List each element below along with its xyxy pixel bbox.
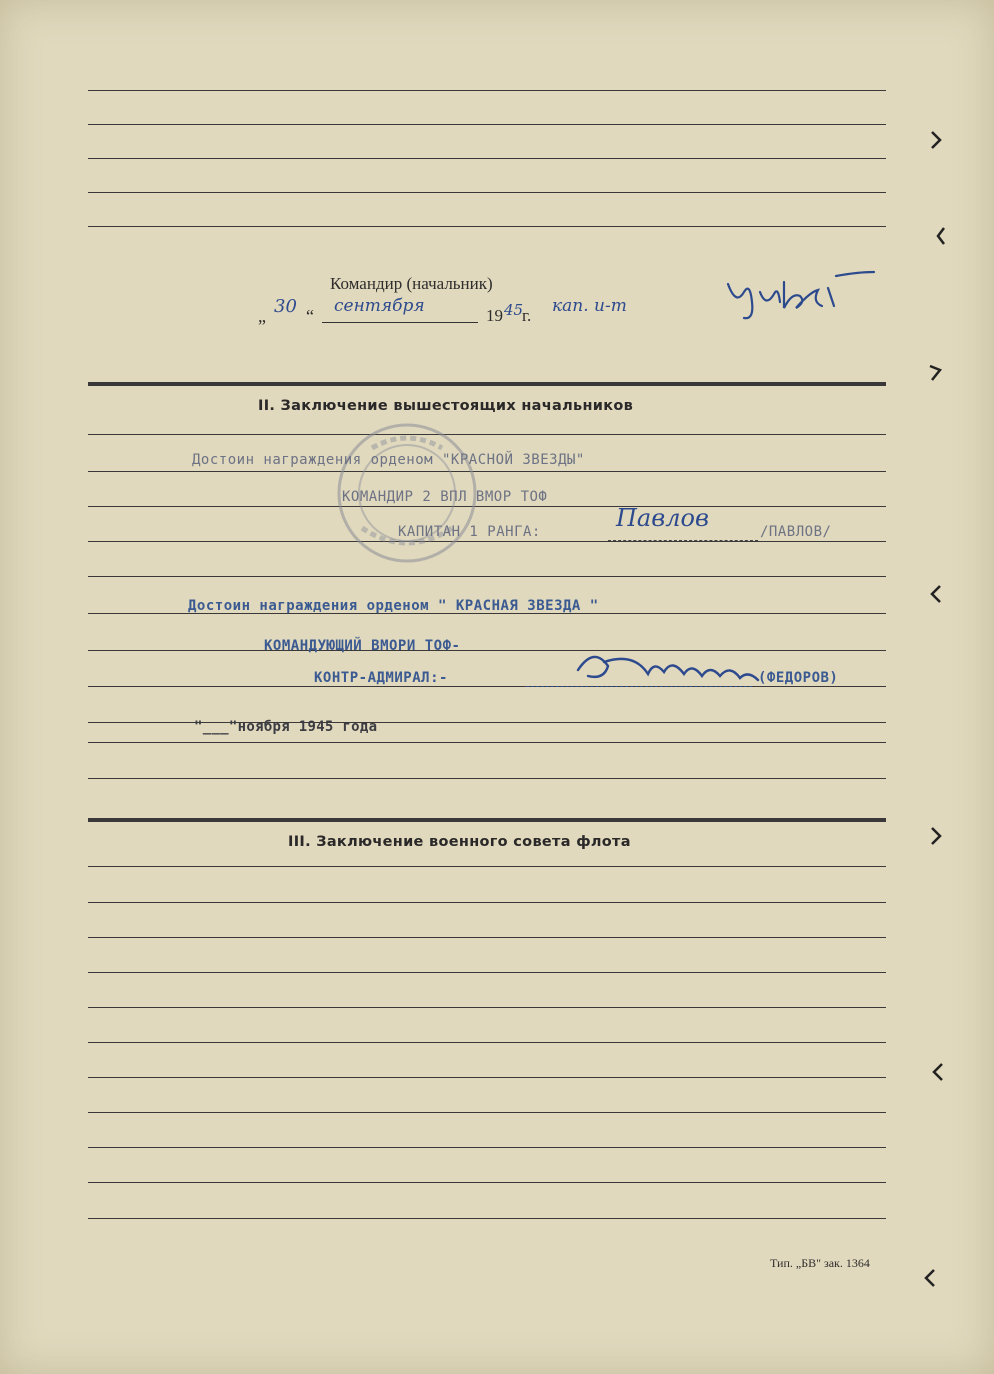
ruled-line — [88, 650, 886, 651]
ruled-line — [88, 742, 886, 743]
section-divider — [88, 382, 886, 386]
binding-hole — [930, 826, 940, 842]
binding-hole — [930, 130, 940, 146]
ruled-line — [88, 686, 886, 687]
ruled-line — [88, 90, 886, 91]
first-conclusion-name: /ПАВЛОВ/ — [760, 524, 832, 540]
ruled-line — [88, 158, 886, 159]
binding-hole — [930, 584, 940, 600]
date-month-line — [322, 322, 478, 323]
binding-hole — [932, 1062, 942, 1078]
second-conclusion-line2: КОМАНДУЮЩИЙ ВМОРИ ТОФ- — [264, 638, 461, 654]
first-signature: Павлов — [616, 504, 709, 532]
date-close-quote: “ — [306, 306, 314, 326]
ruled-line — [88, 1182, 886, 1183]
ruled-line — [88, 1218, 886, 1219]
date-day: 30 — [274, 296, 297, 317]
date-month: сентября — [334, 296, 425, 316]
second-conclusion-name: (ФЕДОРОВ) — [758, 670, 839, 686]
date-year-g: г. — [522, 306, 532, 325]
signature-line — [608, 540, 758, 541]
commander-signature — [722, 262, 882, 322]
ruled-line — [88, 192, 886, 193]
ruled-line — [88, 471, 886, 472]
binding-hole — [922, 1268, 932, 1284]
ruled-line — [88, 1007, 886, 1008]
date-year-suffix: 45 — [504, 301, 524, 319]
ruled-line — [88, 972, 886, 973]
ruled-line — [88, 937, 886, 938]
binding-hole — [934, 226, 944, 242]
second-signature — [574, 640, 764, 692]
second-conclusion-line1: Достоин награждения орденом " КРАСНАЯ ЗВЕЗДА " — [188, 598, 599, 614]
ruled-line — [88, 866, 886, 867]
ruled-line — [88, 1147, 886, 1148]
date-open-quote: „ — [258, 306, 266, 326]
ruled-line — [88, 226, 886, 227]
ruled-line — [88, 576, 886, 577]
commander-label: Командир (начальник) — [330, 274, 493, 293]
ruled-line — [88, 1077, 886, 1078]
first-conclusion-line2: КОМАНДИР 2 ВПЛ ВМОР ТОФ — [342, 489, 548, 505]
section-divider — [88, 818, 886, 822]
section-two-heading: II. Заключение вышестоящих начальников — [258, 398, 634, 414]
first-conclusion-line1: Достоин награждения орденом "КРАСНОЙ ЗВЕЗДЫ" — [192, 452, 585, 468]
printer-mark: Тип. „БВ" зак. 1364 — [770, 1256, 870, 1270]
second-conclusion-line3: КОНТР-АДМИРАЛ:- — [314, 670, 448, 686]
date-year-prefix: 19 — [486, 306, 503, 325]
section-three-heading: III. Заключение военного совета флота — [288, 834, 631, 850]
ruled-line — [88, 1112, 886, 1113]
commander-rank: кап. и-т — [552, 296, 627, 316]
ruled-line — [88, 506, 886, 507]
binding-hole — [928, 362, 938, 378]
ruled-line — [88, 778, 886, 779]
ruled-line — [88, 902, 886, 903]
ruled-line — [88, 1042, 886, 1043]
first-conclusion-line3: КАПИТАН 1 РАНГА: — [398, 524, 541, 540]
second-conclusion-date: "___"ноября 1945 года — [194, 719, 378, 735]
ruled-line — [88, 541, 886, 542]
ruled-line — [88, 434, 886, 435]
ruled-line — [88, 124, 886, 125]
